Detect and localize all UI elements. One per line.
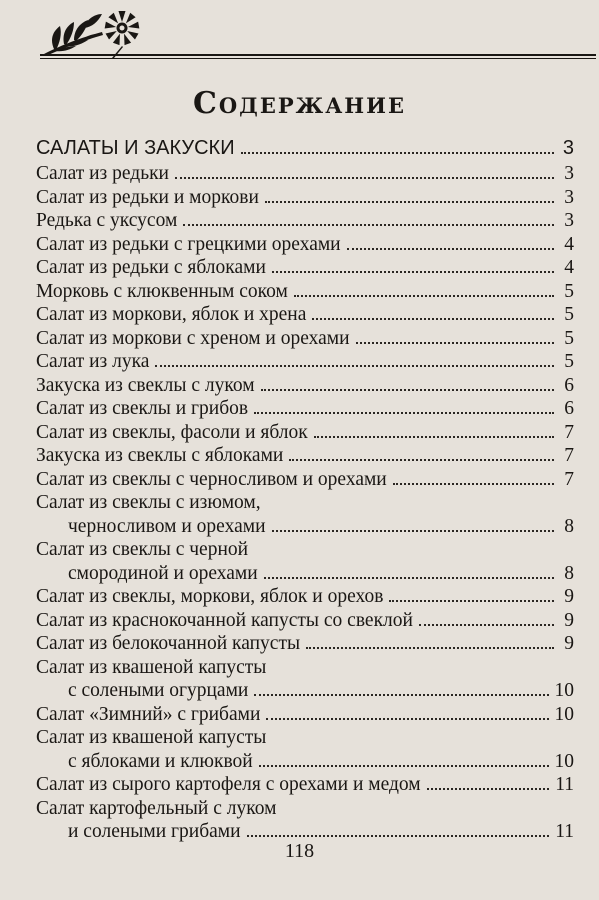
toc-page-number: 3 (564, 163, 574, 184)
dot-leader (254, 694, 548, 696)
toc-entry-line: Салат картофельный с луком (36, 797, 277, 819)
toc-entry-title: Редька с уксусом (36, 210, 178, 231)
page-title: Содержание (193, 86, 406, 121)
toc-page-number: 8 (564, 515, 574, 537)
toc-entry (36, 303, 574, 327)
toc-entry (36, 562, 574, 586)
toc-section-heading (36, 134, 574, 162)
dot-leader (312, 318, 554, 320)
toc-entry-title: Салат из свеклы, фасоли и яблок (36, 421, 308, 443)
toc-entry-title: Салат из свеклы и грибов (36, 398, 249, 419)
toc-entry (36, 209, 574, 233)
toc-entry (36, 397, 574, 421)
toc-entry (36, 609, 574, 633)
toc-entry-title: Салат из моркови, яблок и хрена (36, 304, 307, 325)
toc-page-number: 4 (564, 257, 574, 278)
dot-leader (389, 600, 554, 602)
toc-page-number: 7 (564, 468, 574, 490)
toc-page-number: 4 (564, 233, 574, 255)
dot-leader (356, 342, 554, 344)
dot-leader (183, 224, 554, 226)
dot-leader (272, 530, 554, 532)
toc-entry (36, 162, 574, 186)
toc-entry-title: Салат из свеклы, моркови, яблок и орехов (36, 586, 384, 607)
toc-entry-title: черносливом и орехами (68, 515, 266, 537)
toc-page-number: 3 (564, 210, 574, 231)
toc-page-number: 6 (564, 374, 574, 396)
dot-leader (261, 389, 554, 391)
toc-entry-title: Салат «Зимний» с грибами (36, 703, 261, 725)
toc-page-number: 8 (564, 562, 574, 584)
toc-entry (36, 421, 574, 445)
dot-leader (393, 483, 554, 485)
toc-entry (36, 327, 574, 351)
toc-entry-title: Закуска из свеклы с луком (36, 374, 255, 396)
toc-entry-title: смородиной и орехами (68, 562, 258, 584)
toc-page-number: 7 (564, 445, 574, 466)
toc-entry-title: с солеными огурцами (68, 680, 249, 701)
toc-entry (36, 773, 574, 797)
toc-entry-title: Салат из лука (36, 351, 150, 372)
toc-page-number: 11 (555, 821, 574, 842)
dot-leader (306, 647, 554, 649)
toc-entry (36, 703, 574, 727)
toc-entry (36, 256, 574, 280)
toc-entry (36, 515, 574, 539)
dot-leader (241, 152, 554, 154)
toc-page-number: 10 (554, 750, 574, 772)
dot-leader (264, 577, 554, 579)
dot-leader (289, 459, 554, 461)
toc-entry-title: САЛАТЫ И ЗАКУСКИ (36, 137, 235, 159)
cornflower-branch-icon (40, 8, 144, 58)
toc-page-number: 5 (564, 351, 574, 372)
dot-leader (266, 718, 548, 720)
dot-leader (419, 624, 554, 626)
toc-entry (36, 468, 574, 492)
toc-entry-title: Салат из краснокочанной капусты со свеклой (36, 609, 413, 631)
header-rule-thin (40, 58, 596, 59)
toc-page-number: 10 (554, 680, 574, 701)
toc-entry (36, 233, 574, 257)
toc-page-number: 3 (564, 186, 574, 208)
toc-page-number: 6 (564, 398, 574, 419)
dot-leader (259, 765, 549, 767)
toc-page-number: 9 (564, 586, 574, 607)
toc-page-number: 5 (564, 327, 574, 349)
toc-page-number: 11 (555, 774, 574, 795)
toc-entry-title: Морковь с клюквенным соком (36, 280, 288, 302)
toc-entry (36, 750, 574, 774)
dot-leader (155, 365, 554, 367)
toc-page-number: 10 (554, 703, 574, 725)
table-of-contents (36, 134, 574, 844)
toc-entry-line: Салат из квашеной капусты (36, 656, 267, 678)
toc-entry-title: Салат из белокочанной капусты (36, 633, 301, 654)
dot-leader (347, 248, 554, 250)
dot-leader (272, 271, 554, 273)
page-number: 118 (284, 840, 315, 862)
toc-entry (36, 632, 574, 656)
dot-leader (427, 788, 550, 790)
toc-entry (36, 186, 574, 210)
toc-page-number: 5 (564, 304, 574, 325)
dot-leader (314, 436, 554, 438)
dot-leader (247, 835, 550, 837)
toc-entry-title: Закуска из свеклы с яблоками (36, 445, 284, 466)
toc-entry-line: Салат из свеклы с черной (36, 539, 249, 560)
toc-page-number: 5 (564, 280, 574, 302)
header-rule (40, 54, 596, 56)
toc-page-number: 9 (564, 609, 574, 631)
toc-entry-title: с яблоками и клюквой (68, 750, 253, 772)
toc-entry-line: Салат из свеклы с изюмом, (36, 492, 261, 513)
toc-page-number: 7 (564, 421, 574, 443)
dot-leader (175, 177, 554, 179)
toc-entry-title: Салат из редьки с грецкими орехами (36, 233, 341, 255)
toc-entry (36, 444, 574, 468)
toc-page-number: 9 (564, 633, 574, 654)
toc-entry-title: Салат из сырого картофеля с орехами и медом (36, 774, 421, 795)
toc-entry-title: Салат из редьки с яблоками (36, 257, 266, 278)
toc-entry (36, 679, 574, 703)
dot-leader (294, 295, 554, 297)
toc-entry (36, 374, 574, 398)
toc-entry-title: Салат из свеклы с черносливом и орехами (36, 468, 387, 490)
dot-leader (265, 201, 554, 203)
toc-entry (36, 585, 574, 609)
toc-entry-title: Салат из редьки (36, 163, 169, 184)
toc-page-number: 3 (562, 137, 574, 159)
toc-entry-title: Салат из моркови с хреном и орехами (36, 327, 350, 349)
toc-entry (36, 350, 574, 374)
toc-entry-line: Салат из квашеной капусты (36, 727, 267, 748)
toc-entry-title: Салат из редьки и моркови (36, 186, 259, 208)
toc-entry (36, 280, 574, 304)
toc-entry-title: и солеными грибами (68, 821, 241, 842)
dot-leader (254, 412, 554, 414)
